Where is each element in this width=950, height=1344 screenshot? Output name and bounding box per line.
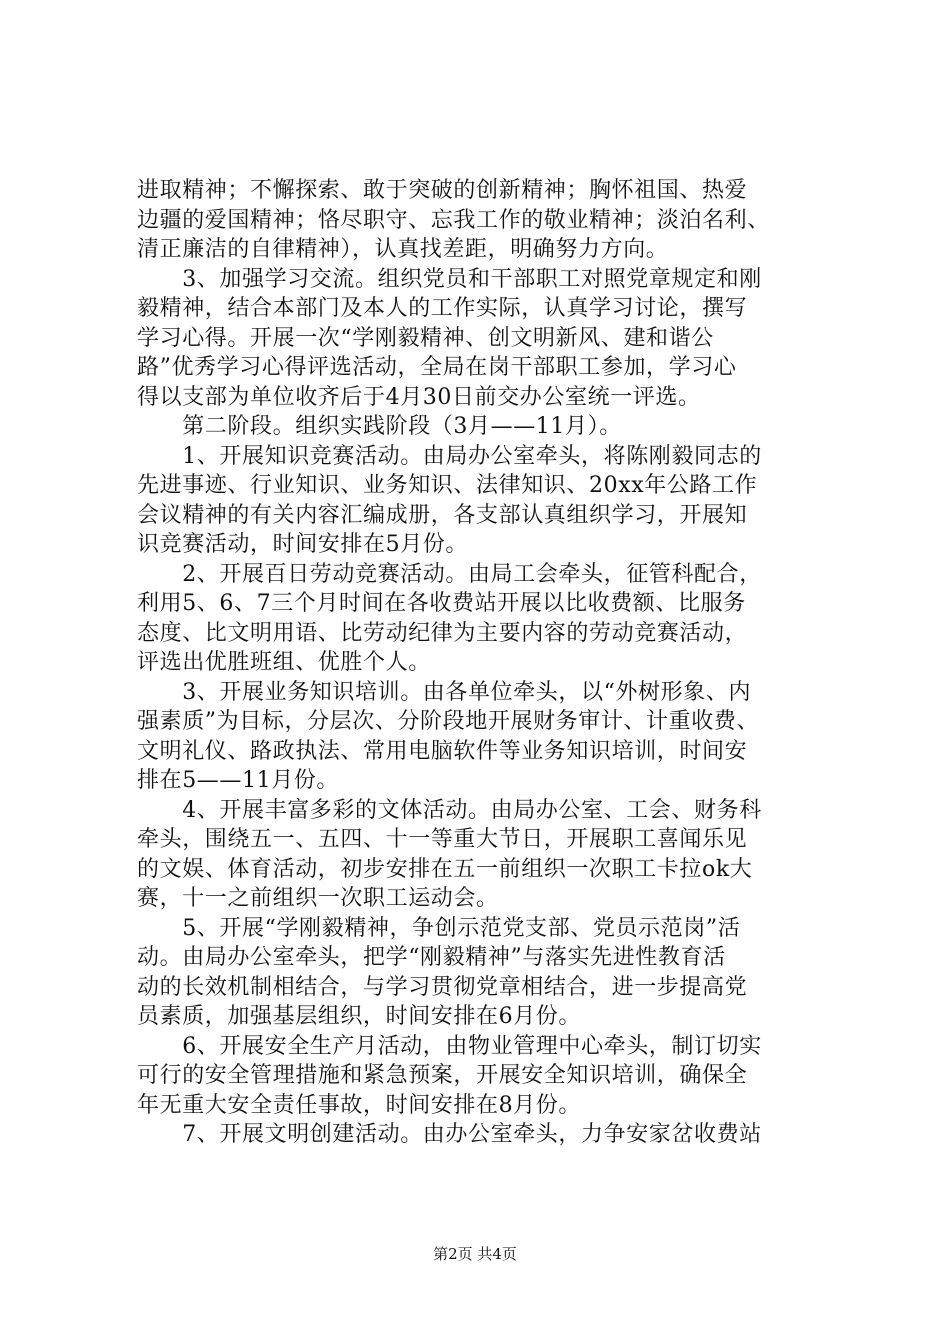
text-line: 6、开展安全生产月活动，由物业管理中心牵头，制订切实 [137, 1033, 762, 1059]
text-line: 排在5——11月份。 [137, 768, 339, 793]
text-line: 先进事迹、行业知识、业务知识、法律知识、20xx年公路工作 [137, 473, 758, 498]
text-line: 利用5、6、7三个月时间在各收费站开展以比收费额、比服务 [137, 591, 746, 616]
document-body [137, 176, 837, 1150]
text-line: 4、开展丰富多彩的文体活动。由局办公室、工会、财务科 [137, 797, 762, 823]
text-line: 赛，十一之前组织一次职工运动会。 [137, 886, 499, 911]
text-line: 识竞赛活动，时间安排在5月份。 [137, 532, 468, 557]
text-line: 员素质，加强基层组织，时间安排在6月份。 [137, 1004, 581, 1029]
text-line: 3、开展业务知识培训。由各单位牵头，以“外树形象、内 [137, 679, 752, 705]
page-footer: 第2页 共4页 [433, 1245, 517, 1263]
text-line: 毅精神，结合本部门及本人的工作实际，认真学习讨论，撰写 [137, 296, 748, 321]
text-line: 文明礼仪、路政执法、常用电脑软件等业务知识培训，时间安 [137, 738, 748, 764]
text-line: 会议精神的有关内容汇编成册，各支部认真组织学习，开展知 [137, 502, 748, 528]
text-line: 态度、比文明用语、比劳动纪律为主要内容的劳动竞赛活动， [137, 620, 748, 646]
text-line: 第二阶段。组织实践阶段（3月——11月）。 [137, 414, 622, 439]
text-line: 边疆的爱国精神；恪尽职守、忘我工作的敬业精神；淡泊名利、 [137, 207, 770, 233]
text-line: 动的长效机制相结合，与学习贯彻党章相结合，进一步提高党 [137, 974, 748, 1000]
text-line: 进取精神；不懈探索、敢于突破的创新精神；胸怀祖国、热爱 [137, 178, 748, 203]
text-line: 牵头，围绕五一、五四、十一等重大节日，开展职工喜闻乐见 [137, 827, 748, 852]
text-line: 年无重大安全责任事故，时间安排在8月份。 [137, 1092, 581, 1118]
text-line: 的文娱、体育活动，初步安排在五一前组织一次职工卡拉ok大 [137, 856, 753, 882]
text-line: 路”优秀学习心得评选活动，全局在岗干部职工参加，学习心 [137, 355, 737, 380]
text-line: 7、开展文明创建活动。由办公室牵头，力争安家岔收费站 [137, 1122, 762, 1147]
text-line: 强素质”为目标，分层次、分阶段地开展财务审计、计重收费、 [137, 709, 760, 734]
text-line: 3、加强学习交流。组织党员和干部职工对照党章规定和刚 [137, 266, 762, 292]
text-line: 学习心得。开展一次“学刚毅精神、创文明新风、建和谐公 [137, 325, 714, 351]
text-line: 1、开展知识竞赛活动。由局办公室牵头，将陈刚毅同志的 [137, 443, 762, 469]
text-line: 动。由局办公室牵头，把学“刚毅精神”与落实先进性教育活 [137, 945, 726, 970]
text-line: 评选出优胜班组、优胜个人。 [137, 650, 431, 675]
text-line: 清正廉洁的自律精神），认真找差距，明确努力方向。 [137, 237, 669, 262]
text-line: 2、开展百日劳动竞赛活动。由局工会牵头，征管科配合， [137, 561, 762, 587]
text-line: 5、开展“学刚毅精神，争创示范党支部、党员示范岗”活 [137, 915, 741, 941]
text-line: 可行的安全管理措施和紧急预案，开展安全知识培训，确保全 [137, 1063, 748, 1088]
text-line: 得以支部为单位收齐后于4月30日前交办公室统一评选。 [137, 384, 701, 410]
